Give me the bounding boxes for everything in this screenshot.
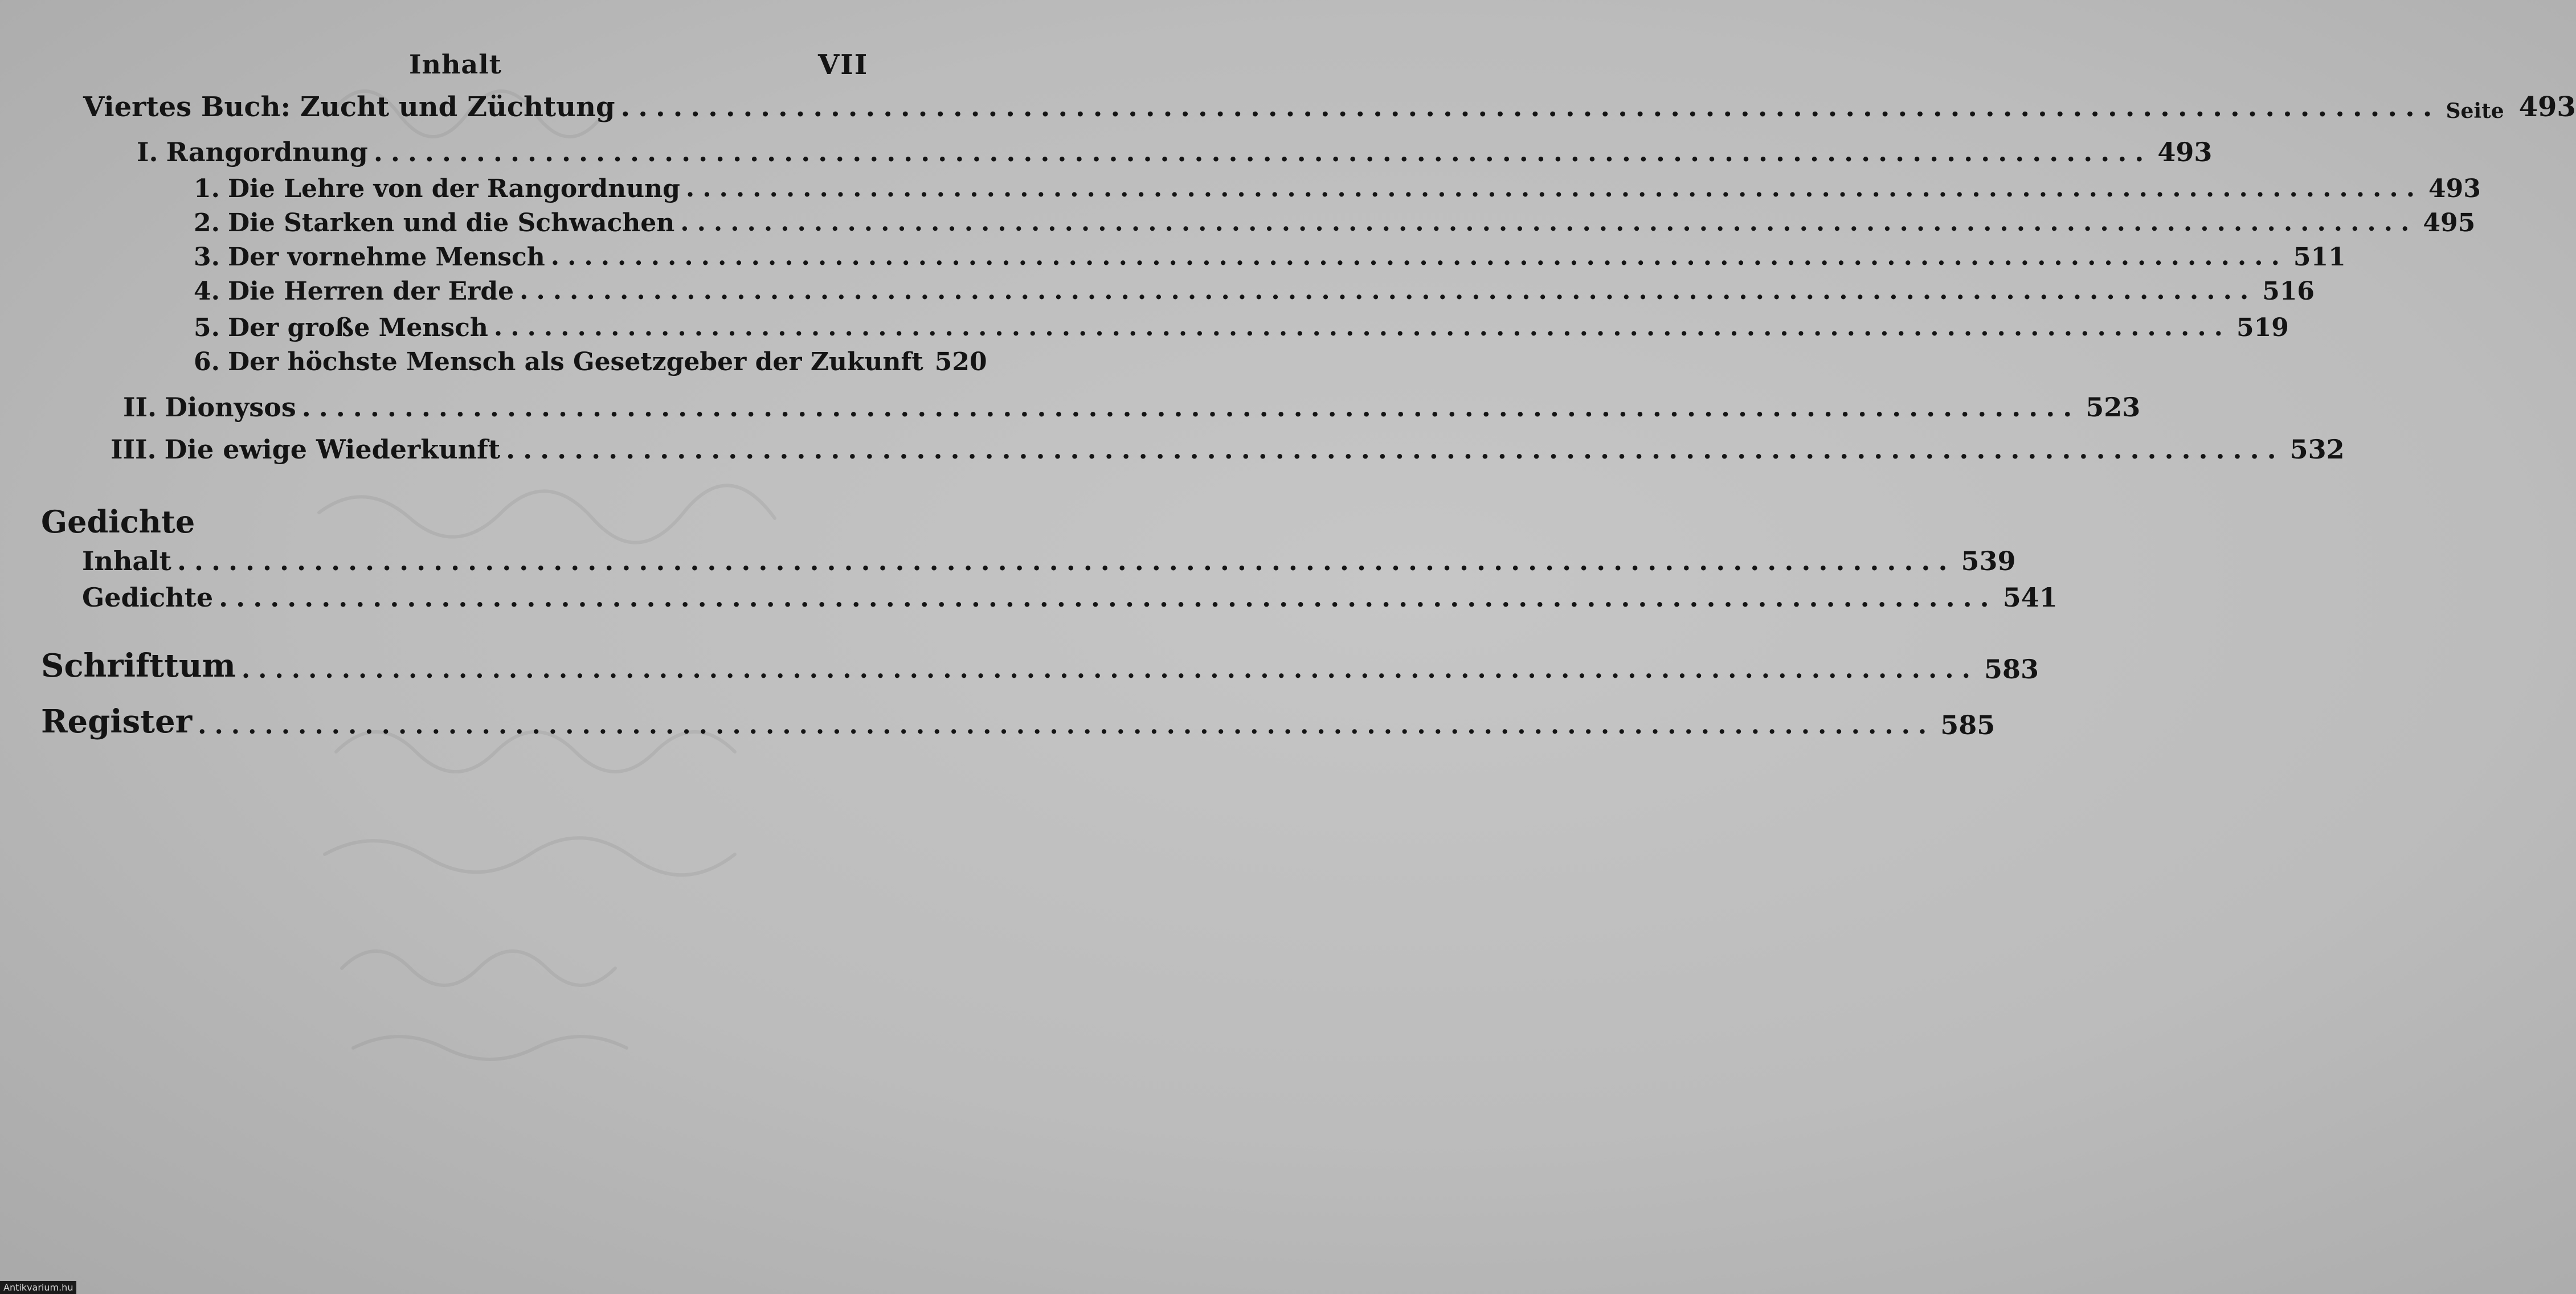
- toc-leader: ........................................................................................................: [493, 313, 2231, 342]
- toc-label: Der große Mensch: [227, 313, 488, 342]
- toc-label: Gedichte: [82, 582, 214, 613]
- toc-page: 520: [934, 347, 987, 376]
- toc-page: 519: [2236, 313, 2289, 342]
- toc-label: Die ewige Wiederkunft: [164, 434, 501, 465]
- toc-leader: ........................................................................................................: [520, 276, 2257, 305]
- seite-label: Seite: [2446, 99, 2504, 123]
- toc-number: II.: [123, 392, 157, 423]
- toc-label: Rangordnung: [166, 137, 368, 167]
- toc-number: 2.: [194, 208, 220, 237]
- toc-leader: ........................................................................................................: [177, 546, 1956, 576]
- toc-page: 585: [1940, 710, 1996, 740]
- page-header: [0, 49, 971, 83]
- toc-page: 511: [2293, 243, 2346, 272]
- toc-entry-chapter: [194, 276, 2315, 306]
- toc-entry-book: [83, 91, 2576, 123]
- toc-entry-schrifttum: [41, 647, 2039, 685]
- toc-label: Die Starken und die Schwachen: [227, 208, 675, 237]
- toc-page: 523: [2086, 392, 2141, 423]
- toc-label: Inhalt: [82, 546, 171, 576]
- toc-leader: ........................................................................................................: [506, 434, 2284, 465]
- toc-leader: ........................................................................................................: [198, 711, 1935, 740]
- toc-page: 493: [2157, 137, 2213, 167]
- toc-page: 493: [2428, 174, 2481, 203]
- toc-page: 495: [2423, 208, 2476, 237]
- toc-page: 516: [2262, 277, 2315, 306]
- toc-entry-chapter: [194, 208, 2476, 237]
- toc-leader: ........................................................................................................: [550, 242, 2288, 271]
- toc-entry-chapter: [194, 313, 2289, 342]
- toc-entry-register: [41, 703, 1996, 740]
- toc-number: 6.: [194, 347, 220, 376]
- toc-entry: [82, 546, 2016, 576]
- toc-number: 1.: [194, 174, 220, 203]
- toc-page: 539: [1961, 546, 2016, 576]
- toc-leader: ........................................................................................................: [241, 655, 1978, 684]
- toc-leader: ........................................................................................................: [373, 137, 2152, 167]
- header-title: Inhalt: [409, 49, 502, 80]
- toc-page: 583: [1984, 654, 2039, 685]
- toc-page: 493: [2518, 91, 2576, 123]
- toc-entry-chapter: [194, 174, 2481, 203]
- toc-label: Register: [41, 703, 193, 740]
- toc-number: 4.: [194, 277, 220, 306]
- toc-number: 5.: [194, 313, 220, 342]
- toc-number: I.: [137, 137, 158, 167]
- toc-entry-chapter: [194, 242, 2346, 272]
- toc-page: 541: [2002, 582, 2058, 613]
- toc-entry-part: [123, 392, 2141, 423]
- toc-entry-part: [137, 137, 2213, 167]
- toc-label: Der vornehme Mensch: [227, 243, 545, 272]
- toc-leader: ........................................................................................................: [680, 208, 2418, 237]
- toc-entry-chapter: [194, 347, 987, 376]
- toc-label: Die Herren der Erde: [227, 277, 514, 306]
- toc-label: Dionysos: [165, 392, 296, 423]
- header-page-number: VII: [818, 49, 869, 81]
- toc-label: Schrifttum: [41, 647, 236, 685]
- section-heading-gedichte: Gedichte: [41, 503, 195, 540]
- watermark: Antikvarium.hu: [0, 1281, 76, 1294]
- toc-leader: ........................................................................................................: [219, 582, 1997, 613]
- toc-leader: ........................................................................................................: [685, 174, 2423, 203]
- toc-entry-part: [111, 434, 2345, 465]
- toc-number: III.: [111, 434, 157, 465]
- toc-number: 3.: [194, 243, 220, 272]
- toc-label: Der höchste Mensch als Gesetzgeber der Zukunft: [227, 347, 923, 376]
- toc-label: Die Lehre von der Rangordnung: [227, 174, 680, 203]
- toc-leader: ........................................................................................................: [620, 91, 2440, 123]
- toc-label: Viertes Buch: Zucht und Züchtung: [83, 91, 615, 123]
- toc-page: 532: [2289, 434, 2345, 465]
- toc-entry: [82, 582, 2058, 613]
- toc-leader: ........................................................................................................: [301, 392, 2080, 423]
